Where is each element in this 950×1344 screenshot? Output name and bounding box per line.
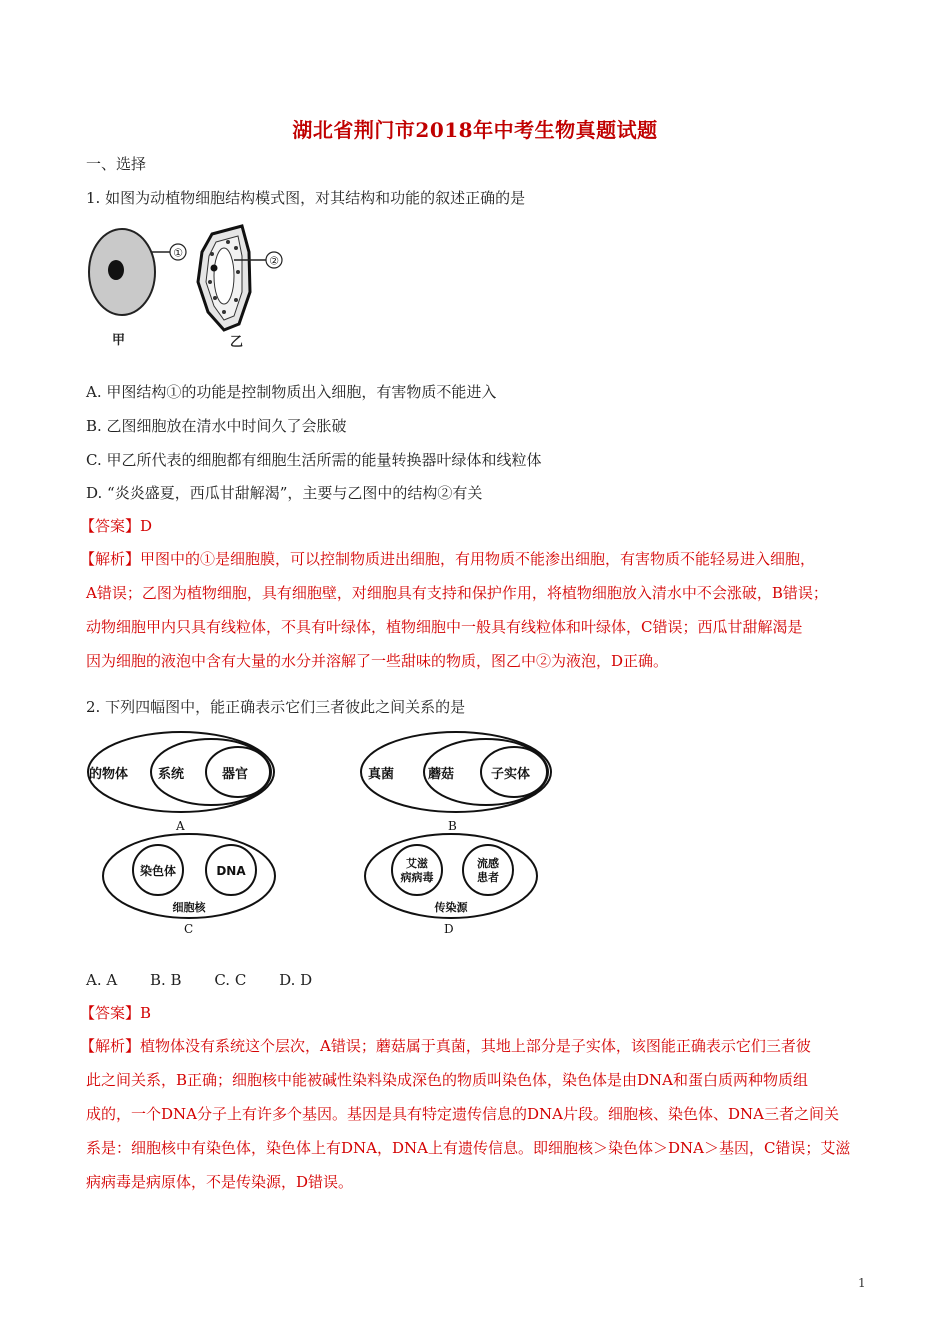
q1-stem: 1. 如图为动植物细胞结构模式图，对其结构和功能的叙述正确的是 [86, 189, 526, 207]
section-heading: 一、选择 [86, 155, 147, 173]
page-title: 湖北省荆门市2018年中考生物真题试题 [292, 118, 658, 142]
b-letter: B [448, 819, 457, 833]
marker-2: ② [269, 254, 279, 268]
diagram-b [361, 732, 551, 833]
q1-analysis-line-4: 因为细胞的液泡中含有大量的水分并溶解了一些甜味的物质，图乙中②为液泡，D正确。 [86, 652, 669, 670]
q2-analysis-line-5: 病病毒是病原体，不是传染源，D错误。 [86, 1173, 354, 1191]
q1-analysis-line-2: A错误；乙图为植物细胞，具有细胞壁，对细胞具有支持和保护作用，将植物细胞放入清水中不会涨破，B错误； [86, 584, 828, 602]
q2-options [86, 970, 340, 990]
b-inner-label: 子实体 [491, 767, 531, 782]
q1-analysis-line-1: 甲图中的①是细胞膜，可以控制物质进出细胞，有用物质不能渗出细胞，有害物质不能轻易进入细胞， [140, 550, 816, 568]
b-outer-label: 真菌 [368, 767, 395, 782]
c-letter: C [184, 922, 194, 936]
a-outer-label: 的物体 [89, 767, 129, 782]
d-right-label-1: 流感 [477, 857, 499, 870]
q1-option-b: B. 乙图细胞放在清水中时间久了会胀破 [86, 417, 347, 435]
c-left-label: 染色体 [139, 864, 177, 878]
animal-cell-diagram [89, 229, 186, 348]
a-letter: A [176, 819, 185, 833]
a-middle-label: 系统 [158, 767, 185, 782]
page-number: 1 [858, 1276, 866, 1290]
q1-option-c: C. 甲乙所代表的细胞都有细胞生活所需的能量转换器叶绿体和线粒体 [86, 451, 542, 469]
label-yi: 乙 [230, 335, 244, 350]
q2-analysis [80, 1029, 880, 1199]
plant-cell-diagram [198, 226, 282, 350]
diagram-a [88, 732, 274, 833]
q2-option-c: C. C [214, 971, 247, 989]
diagram-c [103, 834, 275, 936]
q1-option-d: D. “炎炎盛夏，西瓜甘甜解渴”，主要与乙图中的结构②有关 [86, 484, 483, 502]
q1-analysis-tag: 【解析】 [80, 550, 141, 568]
a-inner-label: 器官 [222, 767, 249, 782]
d-left-label-1: 艾滋 [406, 857, 428, 870]
q1-analysis [80, 542, 880, 678]
q2-analysis-line-2: 此之间关系，B正确；细胞核中能被碱性染料染成深色的物质叫染色体，染色体是由DNA和蛋白质两种物质组 [86, 1071, 809, 1089]
q2-analysis-line-1: 植物体没有系统这个层次，A错误；蘑菇属于真菌，其地上部分是子实体，该图能正确表示它们三者彼 [140, 1037, 811, 1055]
q1-answer: 【答案】D [80, 517, 153, 535]
q2-stem: 2. 下列四幅图中，能正确表示它们三者彼此之间关系的是 [86, 698, 466, 716]
q1-option-a: A. 甲图结构①的功能是控制物质出入细胞，有害物质不能进入 [86, 383, 497, 401]
d-container-label: 传染源 [434, 901, 468, 914]
c-right-label: DNA [216, 864, 246, 878]
q2-answer: 【答案】B [80, 1004, 152, 1022]
d-letter: D [444, 922, 454, 936]
q2-option-b: B. B [149, 971, 182, 989]
q2-analysis-line-3: 成的，一个DNA分子上有许多个基因。基因是具有特定遗传信息的DNA片段。细胞核、染色体、DNA三者之间关 [86, 1105, 839, 1123]
marker-1: ① [173, 246, 183, 260]
q2-venn-figure [86, 728, 566, 940]
q1-cell-figure [84, 212, 294, 354]
q2-analysis-line-4: 系是：细胞核中有染色体，染色体上有DNA，DNA上有遗传信息。即细胞核＞染色体＞DNA＞基因，C错误；艾滋 [86, 1139, 851, 1157]
q2-option-a: A. A [86, 971, 118, 989]
diagram-d [365, 834, 537, 936]
c-container-label: 细胞核 [172, 901, 206, 914]
label-jia: 甲 [112, 333, 126, 348]
b-middle-label: 蘑菇 [428, 767, 455, 782]
q1-analysis-line-3: 动物细胞甲内只具有线粒体，不具有叶绿体，植物细胞中一般具有线粒体和叶绿体，C错误；西瓜甘甜解渴是 [86, 618, 803, 636]
q2-analysis-tag: 【解析】 [80, 1037, 141, 1055]
d-left-label-2: 病病毒 [400, 871, 434, 884]
q2-option-d: D. D [279, 971, 313, 989]
d-right-label-2: 患者 [477, 871, 499, 884]
